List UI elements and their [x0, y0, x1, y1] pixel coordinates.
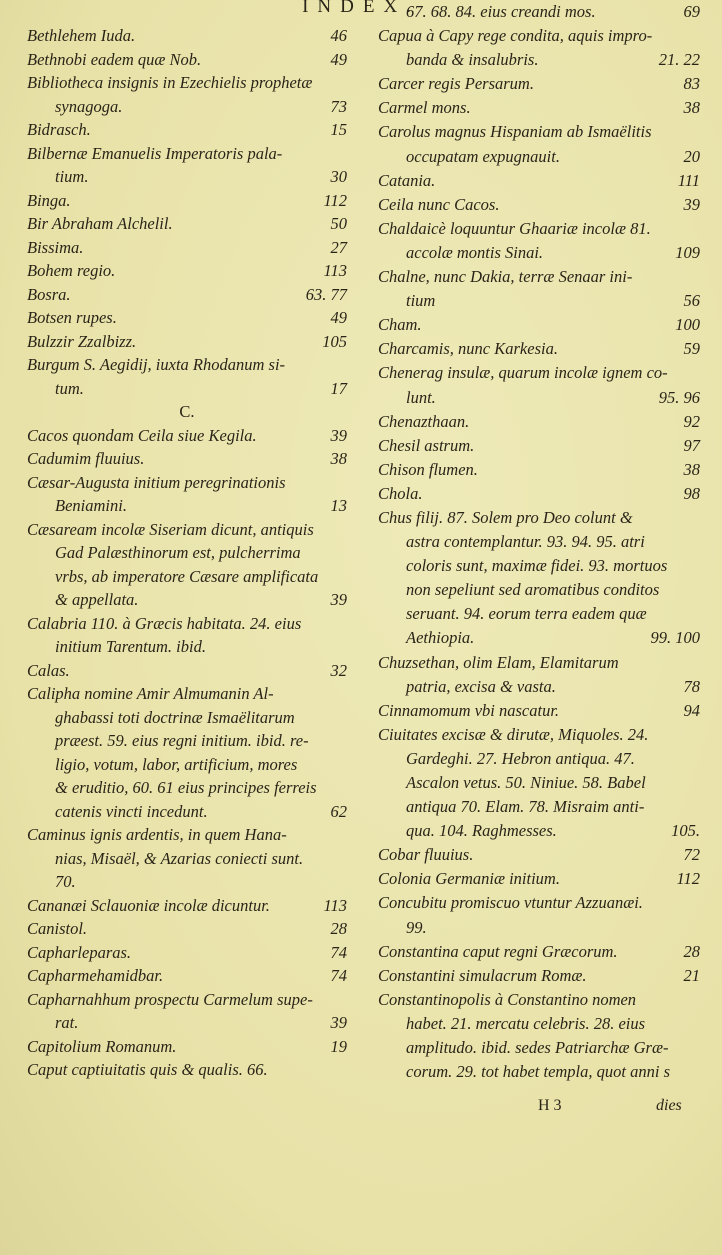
entry-text: rat.	[55, 1013, 79, 1032]
index-entry	[27, 612, 347, 636]
entry-text: Chenerag insulæ, quarum incolæ ignem co-	[378, 363, 668, 383]
entry-text: Calipha nomine Amir Almumanin Al-	[27, 684, 274, 703]
index-entry	[378, 795, 700, 819]
entry-text: Bibliotheca insignis in Ezechielis prophetæ	[27, 73, 313, 92]
entry-text: non sepeliunt sed aromatibus conditos	[406, 580, 660, 600]
section-letter	[27, 400, 347, 424]
entry-text: Catania.	[378, 170, 436, 190]
entry-text: Calabria 110. à Græcis habitata. 24. eius	[27, 613, 302, 633]
index-entry	[378, 265, 700, 289]
entry-text: Chaldaicè loquuntur Ghaariæ incolæ 81.	[378, 218, 651, 238]
entry-text: 67. 68. 84. eius creandi mos.	[406, 2, 596, 21]
page-reference: 49	[330, 308, 347, 327]
index-entry	[378, 289, 700, 313]
index-entry	[378, 169, 700, 193]
page-reference: 28	[683, 941, 700, 961]
page-reference: 59	[683, 339, 700, 359]
entry-text: Bulzzir Zzalbizz.	[27, 331, 137, 351]
index-entry	[27, 259, 347, 283]
index-entry	[27, 165, 347, 189]
entry-text: coloris sunt, maximæ fidei. 93. mortuos	[406, 556, 668, 576]
index-entry	[378, 48, 700, 72]
page-reference: 111	[677, 170, 700, 190]
entry-text: Ascalon vetus. 50. Niniue. 58. Babel	[406, 773, 646, 792]
entry-text: Carmel mons.	[378, 98, 471, 118]
index-entry	[378, 867, 700, 891]
entry-text: synagoga.	[55, 96, 123, 116]
index-entry	[27, 212, 347, 236]
entry-text: Chenazthaan.	[378, 411, 470, 431]
entry-text: 70.	[55, 872, 76, 891]
index-entry	[27, 682, 347, 706]
entry-text: amplitudo. ibid. sedes Patriarchæ Græ-	[406, 1038, 669, 1058]
index-entry	[378, 1060, 700, 1084]
page-reference: 113	[323, 895, 347, 915]
entry-text: Charcamis, nunc Karkesia.	[378, 339, 558, 359]
index-entry	[27, 118, 347, 142]
page-reference: 94	[683, 700, 700, 720]
index-entry	[378, 72, 700, 96]
index-entry	[378, 578, 700, 602]
page-reference: 21. 22	[658, 50, 700, 70]
page-reference: 73	[330, 96, 347, 116]
entry-text: Chus filij. 87. Solem pro Deo colunt &	[378, 507, 633, 527]
page-reference: 38	[330, 449, 347, 468]
index-entry	[27, 353, 347, 377]
page-reference: 46	[330, 26, 347, 45]
page-reference: 21	[683, 965, 700, 985]
index-entry	[27, 706, 347, 730]
page-reference: 30	[330, 167, 347, 186]
index-entry	[378, 747, 700, 771]
entry-text: patria, excisa & vasta.	[406, 676, 556, 696]
page-reference: 78	[683, 676, 700, 696]
entry-text: 99.	[406, 917, 427, 937]
entry-text: Capharnahhum prospectu Carmelum supe-	[27, 989, 313, 1009]
page-reference: 13	[330, 496, 347, 515]
index-entry	[27, 283, 347, 307]
entry-text: tum.	[55, 378, 84, 398]
entry-text: Caminus ignis ardentis, in quem Hana-	[27, 825, 287, 844]
page-reference: 113	[323, 261, 347, 280]
entry-text: Calas.	[27, 660, 70, 680]
index-entry	[378, 988, 700, 1012]
page-reference: 72	[683, 845, 700, 865]
page-reference: 32	[330, 660, 347, 680]
index-entry	[27, 48, 347, 72]
index-entry	[378, 916, 700, 940]
index-entry	[27, 870, 347, 894]
entry-text: Capitolium Romanum.	[27, 1036, 177, 1056]
entry-text: Burgum S. Aegidij, iuxta Rhodanum si-	[27, 355, 286, 374]
entry-text: Concubitu promiscuo vtuntur Azzuanæi.	[378, 893, 643, 913]
entry-text: Botsen rupes.	[27, 308, 117, 327]
index-entry	[378, 410, 700, 434]
index-entry	[27, 800, 347, 824]
entry-text: Chuzsethan, olim Elam, Elamitarum	[378, 652, 619, 672]
entry-text: Ceila nunc Cacos.	[378, 194, 500, 214]
entry-text: Caput captiuitatis quis & qualis. 66.	[27, 1060, 268, 1079]
page-reference: 83	[683, 74, 700, 94]
running-head: INDEX.	[302, 0, 420, 17]
entry-text: Chola.	[378, 483, 423, 503]
entry-text: ligio, votum, labor, artificium, mores	[55, 754, 298, 774]
page-reference: 105	[322, 331, 347, 351]
index-entry	[27, 330, 347, 354]
entry-text: Capua à Capy rege condita, aquis impro-	[378, 26, 653, 46]
index-entry	[27, 306, 347, 330]
page-reference: 50	[330, 214, 347, 233]
page-reference: 69	[683, 2, 700, 21]
entry-text: Binga.	[27, 190, 71, 210]
entry-text: tium	[406, 291, 436, 311]
entry-text: ghabassi toti doctrinæ Ismaëlitarum	[55, 707, 295, 727]
entry-text: vrbs, ab imperatore Cæsare amplificata	[55, 566, 319, 586]
entry-text: Carcer regis Persarum.	[378, 74, 534, 94]
entry-text: lunt.	[406, 387, 436, 407]
page-reference: 74	[330, 942, 347, 962]
index-entry	[378, 313, 700, 337]
entry-text: tium.	[55, 167, 89, 186]
entry-text: Bohem regio.	[27, 261, 116, 280]
entry-text: habet. 21. mercatu celebris. 28. eius	[406, 1013, 646, 1033]
page-reference: 39	[683, 194, 700, 214]
entry-text: antiqua 70. Elam. 78. Misraim anti-	[406, 797, 645, 817]
index-entry	[378, 434, 700, 458]
page-reference: 109	[675, 242, 700, 262]
index-entry	[27, 988, 347, 1012]
page-reference: 27	[330, 237, 347, 257]
page-reference: 99. 100	[650, 628, 700, 648]
entry-text: præest. 59. eius regni initium. ibid. re-	[55, 731, 309, 750]
entry-text: Cananæi Sclauoniæ incolæ dicuntur.	[27, 895, 270, 915]
entry-text: Cobar fluuius.	[378, 845, 474, 865]
entry-text: Cham.	[378, 315, 422, 335]
page-reference: 98	[683, 483, 700, 503]
page-reference: 20	[683, 146, 700, 166]
index-entry	[378, 964, 700, 988]
index-entry	[378, 651, 700, 675]
index-entry	[378, 699, 700, 723]
index-entry	[378, 361, 700, 385]
page-reference: 17	[330, 378, 347, 398]
entry-text: occupatam expugnauit.	[406, 146, 560, 166]
index-entry	[378, 626, 700, 650]
signature-mark: H 3	[538, 1097, 562, 1114]
page-reference: 74	[330, 966, 347, 985]
page-reference: 56	[683, 291, 700, 311]
index-entry	[27, 447, 347, 471]
entry-text: Bosra.	[27, 284, 71, 304]
index-entry	[27, 236, 347, 260]
page-reference: 38	[683, 459, 700, 479]
index-entry	[27, 424, 347, 448]
entry-text: nias, Misaël, & Azarias coniecti sunt.	[55, 848, 304, 868]
entry-text: Chison flumen.	[378, 459, 478, 479]
page-reference: 92	[683, 411, 700, 431]
index-entry	[378, 120, 700, 144]
entry-text: qua. 104. Raghmesses.	[406, 821, 557, 841]
index-entry	[27, 518, 347, 542]
entry-text: catenis vincti incedunt.	[55, 801, 208, 821]
index-entry	[378, 506, 700, 530]
page-reference: 19	[330, 1036, 347, 1056]
index-entry	[27, 917, 347, 941]
page-reference: 62	[330, 801, 347, 821]
page-reference: 15	[330, 120, 347, 139]
page-reference: 97	[683, 435, 700, 455]
index-entry	[378, 602, 700, 626]
entry-text: Bir Abraham Alchelil.	[27, 214, 173, 233]
index-entry	[27, 71, 347, 95]
index-entry	[378, 241, 700, 265]
entry-text: C.	[179, 402, 195, 421]
entry-text: & appellata.	[55, 590, 139, 609]
page-reference: 39	[330, 590, 347, 609]
catchword: dies	[656, 1097, 682, 1114]
index-entry	[27, 588, 347, 612]
entry-text: Constantinopolis à Constantino nomen	[378, 989, 637, 1009]
entry-text: Chalne, nunc Dakia, terræ Senaar ini-	[378, 267, 633, 287]
page-reference: 28	[330, 919, 347, 938]
index-entry	[378, 723, 700, 747]
index-entry	[378, 458, 700, 482]
entry-text: Constantina caput regni Græcorum.	[378, 941, 618, 961]
entry-text: Capharmehamidbar.	[27, 966, 164, 985]
entry-text: Bilbernæ Emanuelis Imperatoris pala-	[27, 143, 283, 163]
entry-text: Cinnamomum vbi nascatur.	[378, 700, 560, 720]
index-entry	[378, 1012, 700, 1036]
entry-text: Ciuitates excisæ & dirutæ, Miquoles. 24.	[378, 724, 649, 744]
index-entry	[378, 771, 700, 795]
index-entry	[27, 823, 347, 847]
index-entry	[378, 386, 700, 410]
index-entry	[27, 377, 347, 401]
entry-text: accolæ montis Sinai.	[406, 242, 544, 262]
page-reference: 112	[676, 869, 700, 889]
index-entry	[27, 635, 347, 659]
page-reference: 38	[683, 98, 700, 118]
index-entry	[378, 217, 700, 241]
page-reference: 105.	[671, 821, 700, 841]
index-entry	[27, 565, 347, 589]
index-entry	[27, 541, 347, 565]
index-entry	[378, 24, 700, 48]
entry-text: Beniamini.	[55, 496, 127, 515]
index-entry	[378, 193, 700, 217]
page-reference: 39	[330, 1013, 347, 1032]
index-entry	[27, 1035, 347, 1059]
index-entry	[27, 659, 347, 683]
index-entry	[27, 729, 347, 753]
page-reference: 100	[675, 315, 700, 335]
entry-text: Cæsaream incolæ Siseriam dicunt, antiquis	[27, 519, 314, 539]
index-entry	[378, 482, 700, 506]
index-entry	[27, 1058, 347, 1082]
entry-text: astra contemplantur. 93. 94. 95. atri	[406, 532, 645, 552]
index-entry	[378, 819, 700, 843]
entry-text: Cadumim fluuius.	[27, 449, 145, 468]
index-entry	[27, 142, 347, 166]
entry-text: initium Tarentum. ibid.	[55, 637, 206, 656]
entry-text: & eruditio, 60. 61 eius principes ferreis	[55, 778, 317, 797]
index-entry	[378, 1036, 700, 1060]
entry-text: Cæsar-Augusta initium peregrinationis	[27, 472, 286, 492]
page-reference: 63. 77	[305, 284, 347, 304]
entry-text: Chesil astrum.	[378, 435, 475, 455]
entry-text: Bissima.	[27, 237, 84, 257]
page-reference: 49	[330, 49, 347, 69]
page-reference: 95. 96	[658, 387, 700, 407]
entry-text: Bethnobi eadem quæ Nob.	[27, 49, 202, 69]
entry-text: Bidrasch.	[27, 120, 91, 139]
entry-text: Gad Palæsthinorum est, pulcherrima	[55, 543, 301, 562]
index-entry	[378, 145, 700, 169]
index-entry	[27, 1011, 347, 1035]
index-entry	[378, 0, 700, 24]
index-entry	[378, 337, 700, 361]
entry-text: Carolus magnus Hispaniam ab Ismaëlitis	[378, 122, 652, 142]
index-entry	[27, 941, 347, 965]
index-entry	[378, 530, 700, 554]
index-entry	[378, 940, 700, 964]
index-column-right	[378, 0, 700, 1084]
index-entry	[378, 675, 700, 699]
entry-text: Colonia Germaniæ initium.	[378, 869, 560, 889]
index-entry	[27, 95, 347, 119]
index-entry	[27, 494, 347, 518]
page-reference: 39	[330, 425, 347, 445]
index-entry	[27, 189, 347, 213]
index-entry	[27, 964, 347, 988]
entry-text: Capharleparas.	[27, 942, 132, 962]
entry-text: Aethiopia.	[406, 628, 475, 648]
index-entry	[378, 554, 700, 578]
index-column-left	[27, 24, 347, 1082]
index-entry	[378, 96, 700, 120]
entry-text: Cacos quondam Ceila siue Kegila.	[27, 425, 257, 445]
index-entry	[27, 894, 347, 918]
index-entry	[378, 843, 700, 867]
entry-text: Canistol.	[27, 919, 88, 938]
entry-text: Bethlehem Iuda.	[27, 26, 136, 45]
page-reference: 112	[323, 190, 347, 210]
entry-text: Gardeghi. 27. Hebron antiqua. 47.	[406, 748, 635, 768]
index-entry	[27, 776, 347, 800]
entry-text: Constantini simulacrum Romæ.	[378, 965, 587, 985]
index-entry	[27, 24, 347, 48]
entry-text: corum. 29. tot habet templa, quot anni s	[406, 1062, 670, 1082]
index-entry	[27, 471, 347, 495]
entry-text: seruant. 94. eorum terra eadem quæ	[406, 604, 647, 624]
index-entry	[27, 753, 347, 777]
index-entry	[378, 891, 700, 915]
index-entry	[27, 847, 347, 871]
entry-text: banda & insalubris.	[406, 50, 539, 70]
